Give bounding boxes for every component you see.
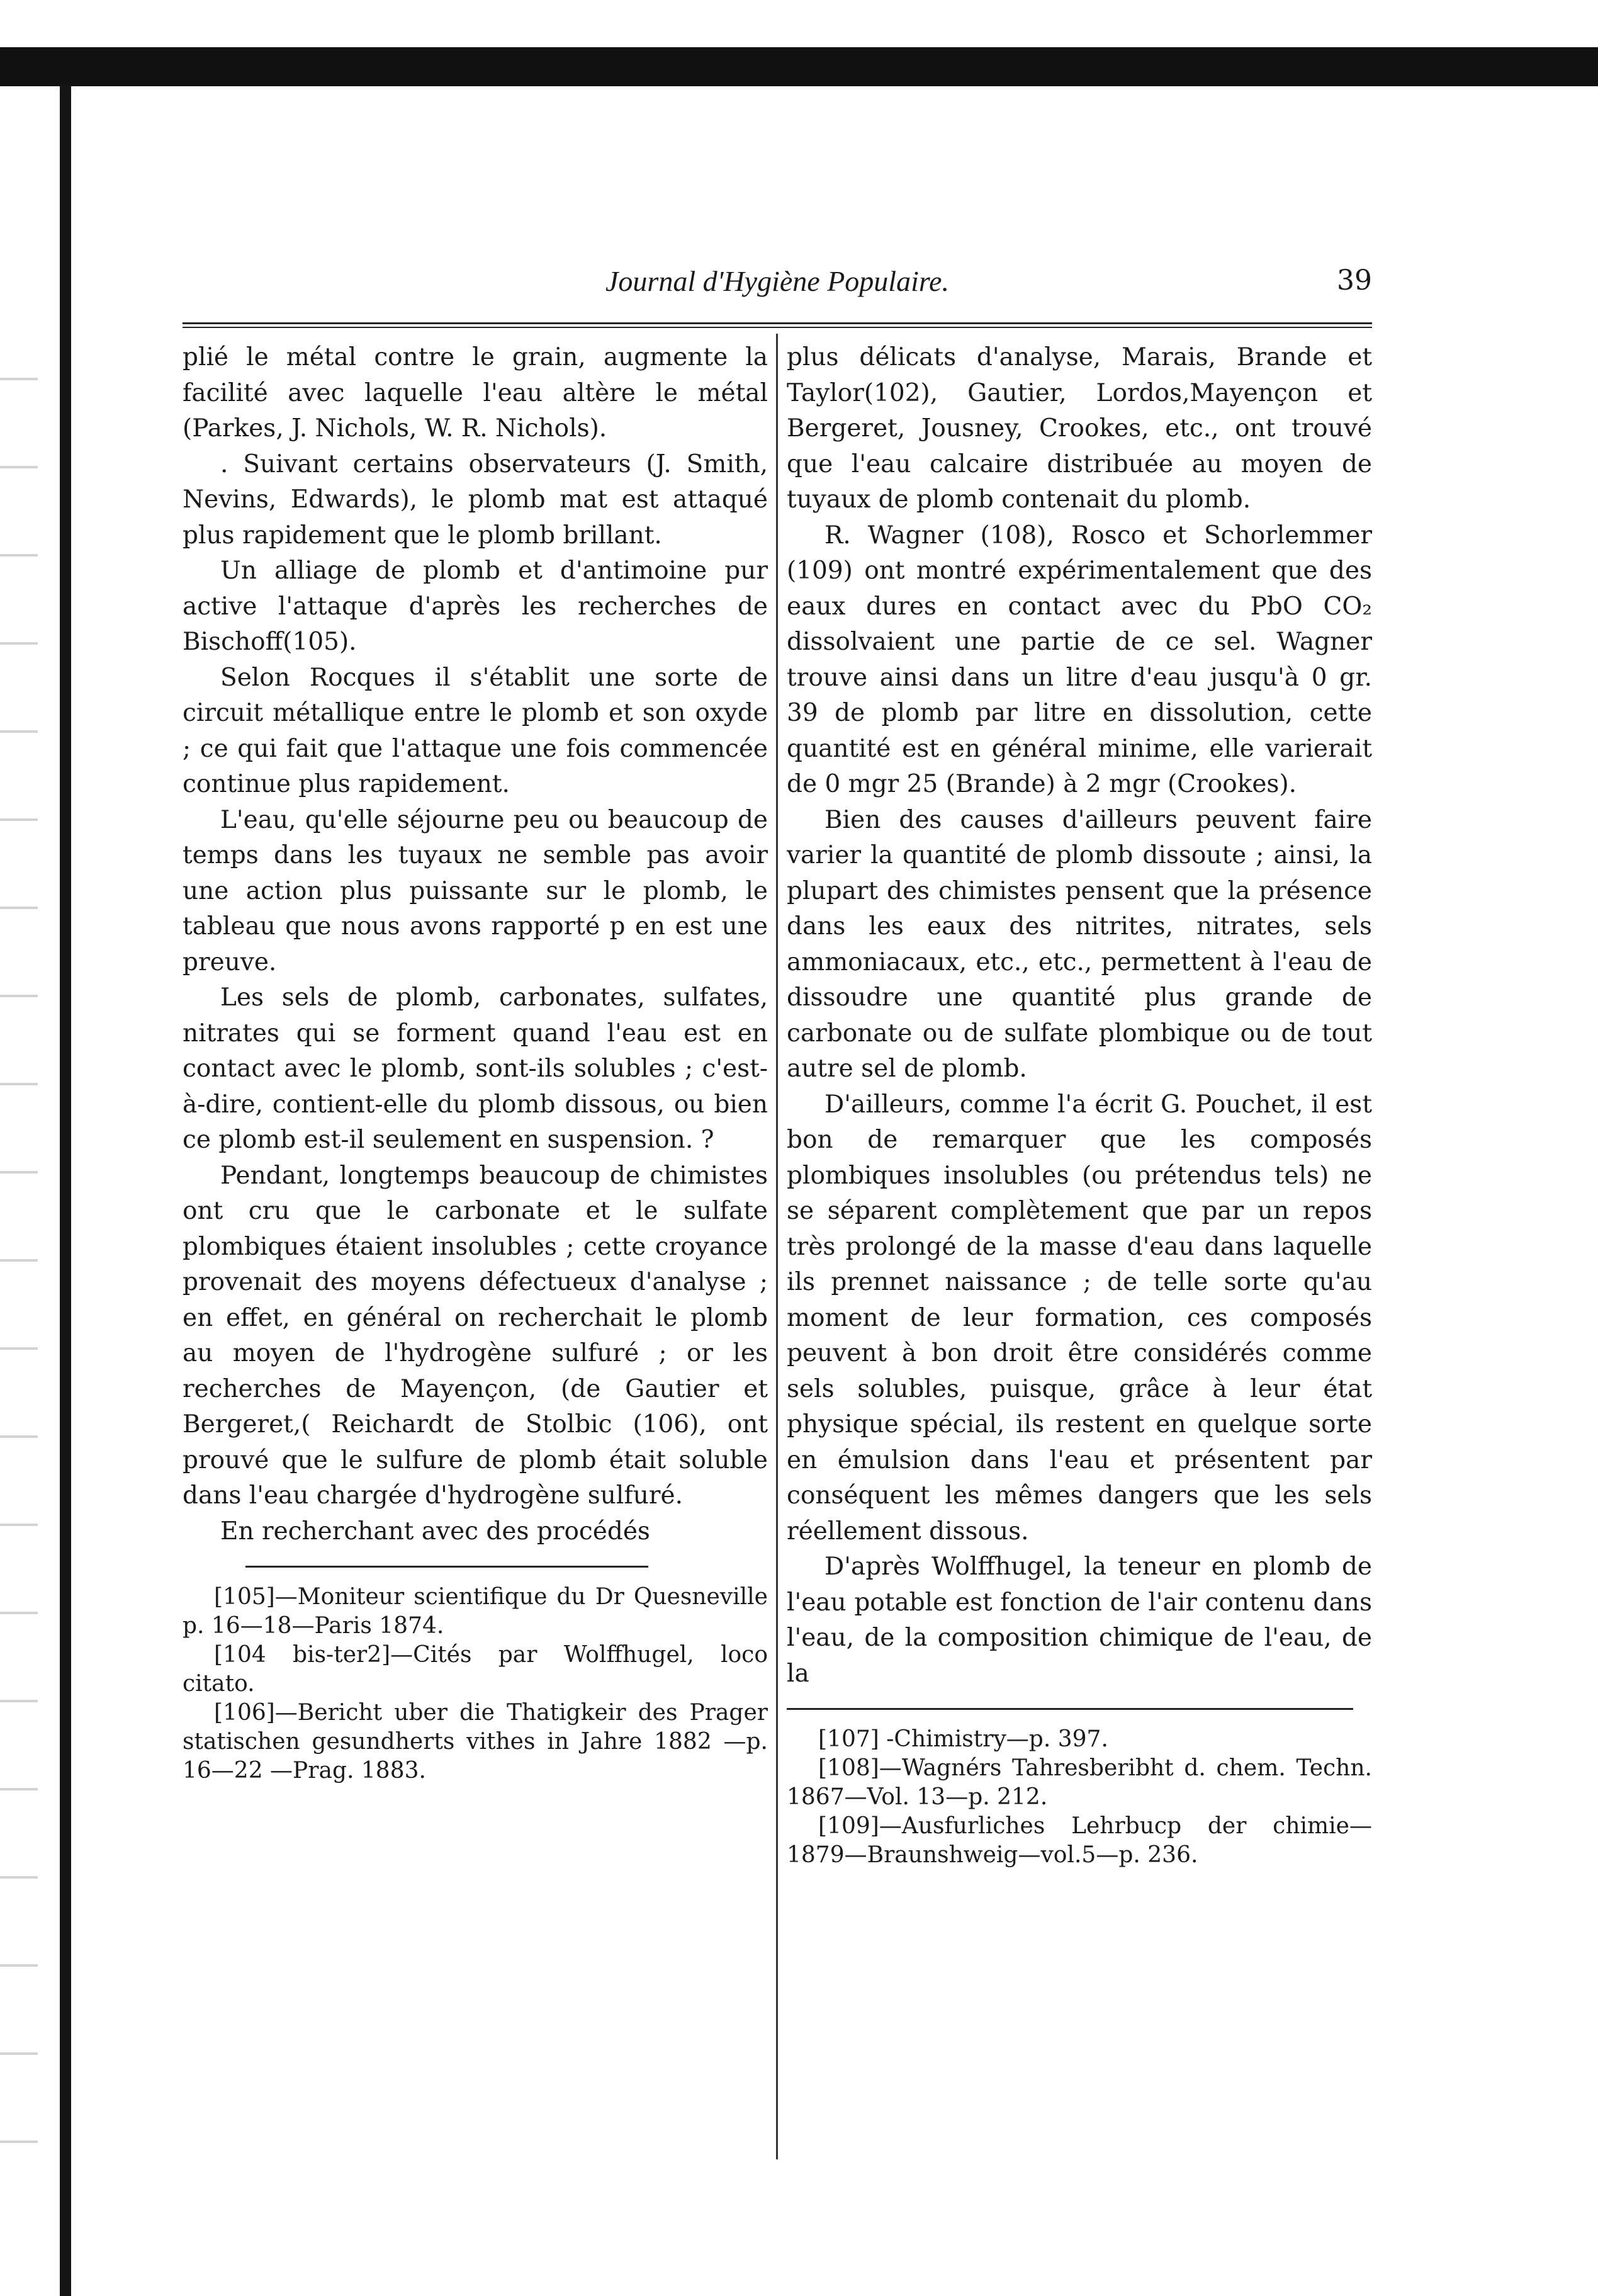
left-column bbox=[183, 340, 768, 1785]
page-header bbox=[183, 264, 1372, 315]
footnote: [107] -Chimistry—p. 397. bbox=[818, 1726, 1108, 1752]
scan-noise-margin bbox=[0, 340, 38, 2166]
scan-border-left bbox=[60, 85, 71, 2296]
column-divider bbox=[776, 334, 778, 2159]
right-column bbox=[787, 340, 1372, 1870]
paragraph: Un alliage de plomb et d'antimoine pur active l'attaque d'après les recherches de Bischoff(105). bbox=[183, 557, 768, 656]
paragraph: . Suivant certains observateurs (J. Smith, Nevins, Edwards), le plomb mat est attaqué plus rapidement que le plomb brillant. bbox=[183, 450, 768, 550]
right-footnotes bbox=[787, 1725, 1372, 1870]
right-body-text bbox=[787, 340, 1372, 1692]
header-double-rule bbox=[183, 322, 1372, 328]
paragraph: Selon Rocques il s'établit une sorte de circuit métallique entre le plomb et son oxyde ; ce qui fait que l'attaque une fois commencée continue plus rapidement. bbox=[183, 663, 768, 798]
footnote: [106]—Bericht uber die Thatigkeir des Prager statischen gesundherts vithes in Jahre 1882 —p. 16—22 —Prag. 1883. bbox=[183, 1700, 768, 1784]
footnote: [108]—Wagnérs Tahresberibht d. chem. Techn. 1867—Vol. 13—p. 212. bbox=[787, 1755, 1372, 1810]
scan-border-top bbox=[0, 47, 1598, 86]
left-footnotes bbox=[183, 1583, 768, 1785]
left-body-text bbox=[183, 340, 768, 1549]
footnote-rule bbox=[245, 1566, 648, 1568]
footnote: [105]—Moniteur scientifique du Dr Quesneville p. 16—18—Paris 1874. bbox=[183, 1584, 768, 1639]
paragraph: plié le métal contre le grain, augmente la facilité avec laquelle l'eau altère le métal (Parkes, J. Nichols, W. R. Nichols). bbox=[183, 343, 768, 443]
paragraph: Les sels de plomb, carbonates, sulfates, nitrates qui se forment quand l'eau est en contact avec le plomb, sont-ils solubles ; c'est-à-dire, contient-elle du plomb dissous, ou bien ce plomb est-il seulement en suspension. ? bbox=[183, 983, 768, 1154]
running-title: Journal d'Hygiène Populaire. bbox=[605, 265, 949, 297]
footnote: [109]—Ausfurliches Lehrbucp der chimie—1879—Braunshweig—vol.5—p. 236. bbox=[787, 1813, 1372, 1868]
paragraph: R. Wagner (108), Rosco et Schorlemmer (109) ont montré expérimentalement que des eaux dures en contact avec du PbO CO₂ dissolvaient une partie de ce sel. Wagner trouve ainsi dans un litre d'eau jusqu'à 0 gr. 39 de plomb par litre en dissolution, cette quantité est en général minime, elle varierait de 0 mgr 25 (Brande) à 2 mgr (Crookes). bbox=[787, 521, 1372, 798]
footnote-rule bbox=[787, 1708, 1353, 1710]
paragraph: En recherchant avec des procédés bbox=[220, 1517, 650, 1546]
paragraph: Bien des causes d'ailleurs peuvent faire varier la quantité de plomb dissoute ; ainsi, la plupart des chimistes pensent que la présence dans les eaux des nitrites, nitrates, sels ammoniacaux, etc., etc., permettent à l'eau de dissoudre une quantité plus grande de carbonate ou de sulfate plombique ou de tout autre sel de plomb. bbox=[787, 805, 1372, 1083]
paragraph: L'eau, qu'elle séjourne peu ou beaucoup de temps dans les tuyaux ne semble pas avoir une action plus puissante sur le plomb, le tableau que nous avons rapporté p en est une preuve. bbox=[183, 805, 768, 976]
footnote: [104 bis-ter2]—Cités par Wolffhugel, loco citato. bbox=[183, 1642, 768, 1697]
paragraph: Pendant, longtemps beaucoup de chimistes ont cru que le carbonate et le sulfate plombiques étaient insolubles ; cette croyance provenait des moyens défectueux d'analyse ; en effet, en général on recherchait le plomb au moyen de l'hydrogène sulfuré ; or les recherches de Mayençon, (de Gautier et Bergeret,( Reichardt de Stolbic (106), ont prouvé que le sulfure de plomb était soluble dans l'eau chargée d'hydrogène sulfuré. bbox=[183, 1161, 768, 1510]
paragraph: D'ailleurs, comme l'a écrit G. Pouchet, il est bon de remarquer que les composés plombiques insolubles (ou prétendus tels) ne se séparent complètement que par un repos très prolongé de la masse d'eau dans laquelle ils prennet naissance ; de telle sorte qu'au moment de leur formation, ces composés peuvent à bon droit être considérés comme sels solubles, puisque, grâce à leur état physique spécial, ils restent en quelque sorte en émulsion dans l'eau et présentent par conséquent les mêmes dangers que les sels réellement dissous. bbox=[787, 1090, 1372, 1546]
page-number: 39 bbox=[1337, 264, 1372, 297]
paragraph: D'après Wolffhugel, la teneur en plomb de l'eau potable est fonction de l'air contenu dans l'eau, de la composition chimique de l'eau, de la bbox=[787, 1552, 1372, 1688]
paragraph: plus délicats d'analyse, Marais, Brande et Taylor(102), Gautier, Lordos,Mayençon et Bergeret, Jousney, Crookes, etc., ont trouvé que l'eau calcaire distribuée au moyen de tuyaux de plomb contenait du plomb. bbox=[787, 343, 1372, 514]
